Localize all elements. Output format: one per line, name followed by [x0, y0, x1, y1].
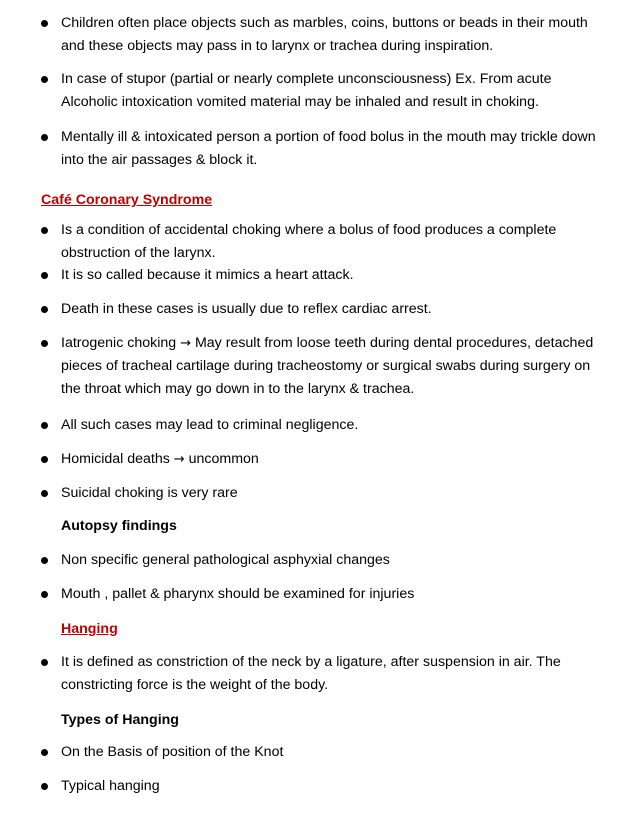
bullet-item	[41, 583, 611, 606]
bullet-text: On the Basis of position of the Knot	[61, 744, 284, 760]
types-of-hanging-heading: Types of Hanging	[61, 712, 179, 728]
homicidal-label: Homicidal deaths	[61, 451, 170, 467]
bullet-icon	[41, 227, 48, 234]
bullet-icon	[41, 456, 48, 463]
homicidal-text: uncommon	[184, 451, 259, 467]
bullet-text: It is so called because it mimics a heart attack.	[61, 267, 354, 283]
bullet-icon	[41, 659, 48, 666]
bullet-item	[41, 414, 611, 437]
bullet-icon	[41, 340, 48, 347]
bullet-text	[61, 448, 611, 471]
hanging-heading: Hanging	[61, 621, 118, 637]
bullet-item-iatrogenic	[41, 332, 611, 401]
bullet-text	[61, 332, 611, 401]
bullet-item	[41, 126, 611, 172]
bullet-text: Death in these cases is usually due to reflex cardiac arrest.	[61, 301, 432, 317]
bullet-text: In case of stupor (partial or nearly complete unconsciousness) Ex. From acute Alcoholic intoxication vomited material may be inhaled and result in choking.	[61, 71, 552, 110]
bullet-icon	[41, 783, 48, 790]
bullet-item	[41, 12, 611, 58]
bullet-icon	[41, 272, 48, 279]
cafe-coronary-heading: Café Coronary Syndrome	[41, 192, 213, 208]
bullet-item	[41, 298, 611, 321]
bullet-item	[41, 775, 611, 798]
bullet-icon	[41, 20, 48, 27]
bullet-text: Children often place objects such as marbles, coins, buttons or beads in their mouth and these objects may pass in to larynx or trachea during inspiration.	[61, 15, 588, 54]
bullet-item	[41, 68, 611, 114]
bullet-icon	[41, 490, 48, 497]
arrow-right-icon: →	[180, 336, 192, 351]
bullet-icon	[41, 591, 48, 598]
bullet-icon	[41, 76, 48, 83]
bullet-text: All such cases may lead to criminal negligence.	[61, 417, 359, 433]
bullet-item-homicidal	[41, 448, 611, 471]
bullet-icon	[41, 749, 48, 756]
bullet-text: It is defined as constriction of the neck by a ligature, after suspension in air. The constricting force is the weight of the body.	[61, 654, 561, 693]
bullet-icon	[41, 557, 48, 564]
bullet-text: Is a condition of accidental choking where a bolus of food produces a complete obstruction of the larynx.	[61, 222, 557, 261]
bullet-icon	[41, 134, 48, 141]
arrow-right-icon: →	[173, 452, 185, 467]
bullet-text: Mouth , pallet & pharynx should be examined for injuries	[61, 586, 415, 602]
bullet-item	[41, 264, 611, 287]
bullet-item	[41, 741, 611, 764]
bullet-icon	[41, 422, 48, 429]
bullet-icon	[41, 306, 48, 313]
autopsy-findings-heading: Autopsy findings	[61, 518, 177, 534]
bullet-item	[41, 482, 611, 505]
bullet-item	[41, 549, 611, 572]
bullet-item	[41, 219, 611, 265]
bullet-text: Mentally ill & intoxicated person a portion of food bolus in the mouth may trickle down into the air passages & block it.	[61, 129, 596, 168]
bullet-text: Suicidal choking is very rare	[61, 485, 238, 501]
iatrogenic-label: Iatrogenic choking	[61, 335, 177, 351]
iatrogenic-text: May result from loose teeth during dental procedures, detached pieces of tracheal cartilage during tracheostomy or surgical swabs during surgery on the throat which may go down in to the larynx & trachea.	[61, 335, 594, 397]
bullet-text: Typical hanging	[61, 778, 160, 794]
bullet-text: Non specific general pathological asphyxial changes	[61, 552, 390, 568]
bullet-item	[41, 651, 611, 697]
